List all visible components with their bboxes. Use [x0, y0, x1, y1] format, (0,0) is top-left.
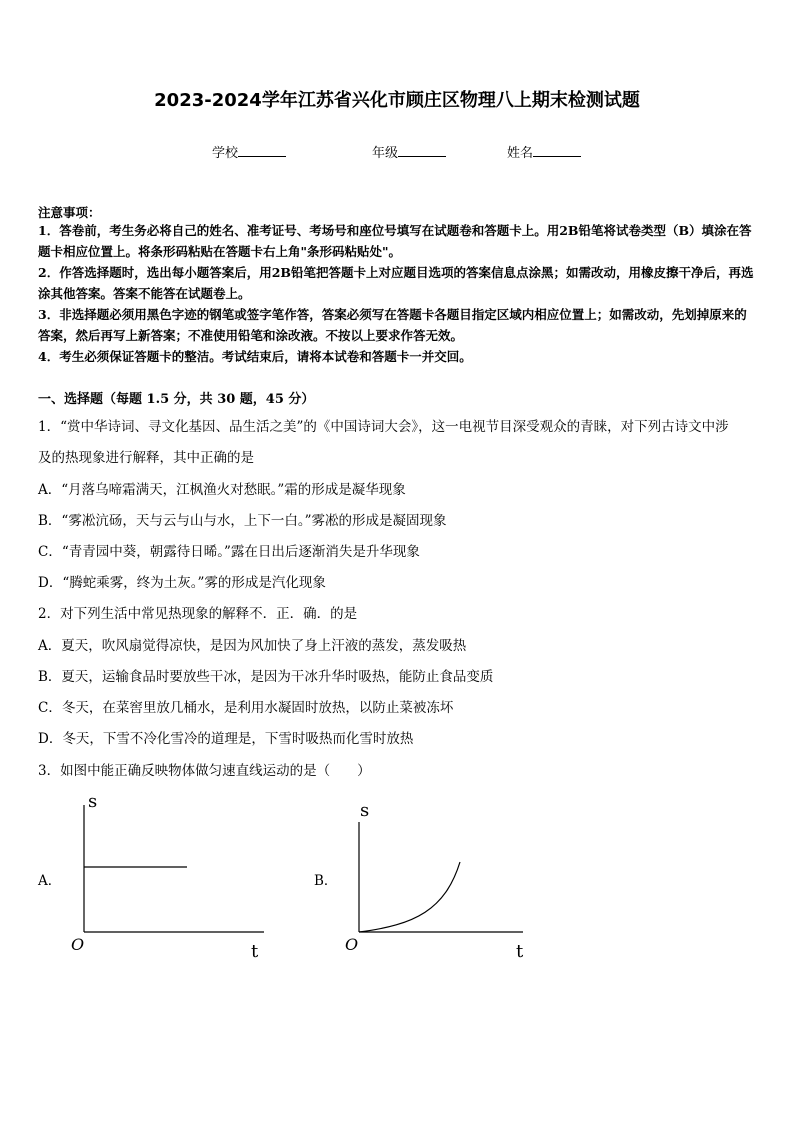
- q1-text-line2: 及的热现象进行解释，其中正确的是: [38, 450, 254, 466]
- q3-graph-a: [60, 785, 280, 965]
- q2-option-d: D．冬天，下雪不冷化雪冷的道理是，下雪时吸热而化雪时放热: [38, 731, 414, 747]
- name-blank: [533, 144, 581, 157]
- note-item-1: 1．答卷前，考生务必将自己的姓名、准考证号、考场号和座位号填写在试题卷和答题卡上。用2B铅笔将试卷类型（B）填涂在答题卡相应位置上。将条形码粘贴在答题卡右上角"条形码粘贴处"。: [38, 223, 752, 259]
- graph-b-origin: O: [345, 935, 359, 954]
- q2-option-c: C．冬天，在菜窖里放几桶水，是利用水凝固时放热，以防止菜被冻坏: [38, 700, 454, 716]
- page-title: 2023-2024学年江苏省兴化市顾庄区物理八上期末检测试题: [154, 90, 640, 111]
- note-item-2: 2．作答选择题时，选出每小题答案后，用2B铅笔把答题卡上对应题目选项的答案信息点涂黑；如需改动，用橡皮擦干净后，再选涂其他答案。答案不能答在试题卷上。: [38, 265, 754, 301]
- q2-option-b: B．夏天，运输食品时要放些干冰，是因为干冰升华时吸热，能防止食品变质: [38, 669, 494, 685]
- q1-text-line1: 1．“赏中华诗词、寻文化基因、品生活之美”的《中国诗词大会》，这一电视节目深受观众的青睐，对下列古诗文中涉: [38, 419, 729, 435]
- name-label: 姓名: [507, 146, 534, 161]
- q1-option-c: C．“青青园中葵，朝露待日晞。”露在日出后逐渐消失是升华现象: [38, 544, 420, 560]
- note-item-4: 4．考生必须保证答题卡的整洁。考试结束后，请将本试卷和答题卡一并交回。: [38, 349, 472, 364]
- section-heading: 一、选择题（每题 1.5 分，共 30 题，45 分）: [38, 392, 315, 407]
- graph-a-x-label: t: [251, 941, 259, 962]
- q2-text: 2．对下列生活中常见热现象的解释不．正．确．的是: [38, 606, 358, 622]
- graph-a-origin: O: [71, 935, 85, 954]
- school-blank: [238, 144, 286, 157]
- grade-field: [372, 142, 446, 161]
- q3-graph-b: [340, 795, 540, 970]
- grade-label: 年级: [372, 146, 399, 161]
- notes-heading: 注意事项：: [38, 205, 101, 220]
- name-field: [507, 142, 581, 161]
- school-field: [212, 142, 286, 161]
- note-item-3: 3．非选择题必须用黑色字迹的钢笔或签字笔作答，答案必须写在答题卡各题目指定区域内相应位置上；如需改动，先划掉原来的答案，然后再写上新答案；不准使用铅笔和涂改液。不按以上要求作答无效。: [38, 307, 747, 343]
- q2-option-a: A．夏天，吹风扇觉得凉快，是因为风加快了身上汗液的蒸发，蒸发吸热: [38, 638, 467, 654]
- graph-a-y-label: s: [88, 791, 98, 812]
- q1-option-b: B．“雾凇沆砀，天与云与山与水，上下一白。”雾凇的形成是凝固现象: [38, 513, 447, 529]
- q3-text: 3．如图中能正确反映物体做匀速直线运动的是（ ）: [38, 763, 371, 779]
- graph-b-y-label: s: [360, 800, 370, 821]
- graph-b-x-label: t: [516, 941, 524, 962]
- school-label: 学校: [212, 146, 239, 161]
- graph-b-curve: [359, 862, 460, 932]
- grade-blank: [398, 144, 446, 157]
- q3-graph-a-label: A．: [38, 873, 62, 889]
- q1-option-a: A．“月落乌啼霜满天，江枫渔火对愁眠。”霜的形成是凝华现象: [38, 482, 406, 498]
- q1-option-d: D．“腾蛇乘雾，终为土灰。”雾的形成是汽化现象: [38, 575, 326, 591]
- q3-graph-b-label: B．: [314, 873, 338, 889]
